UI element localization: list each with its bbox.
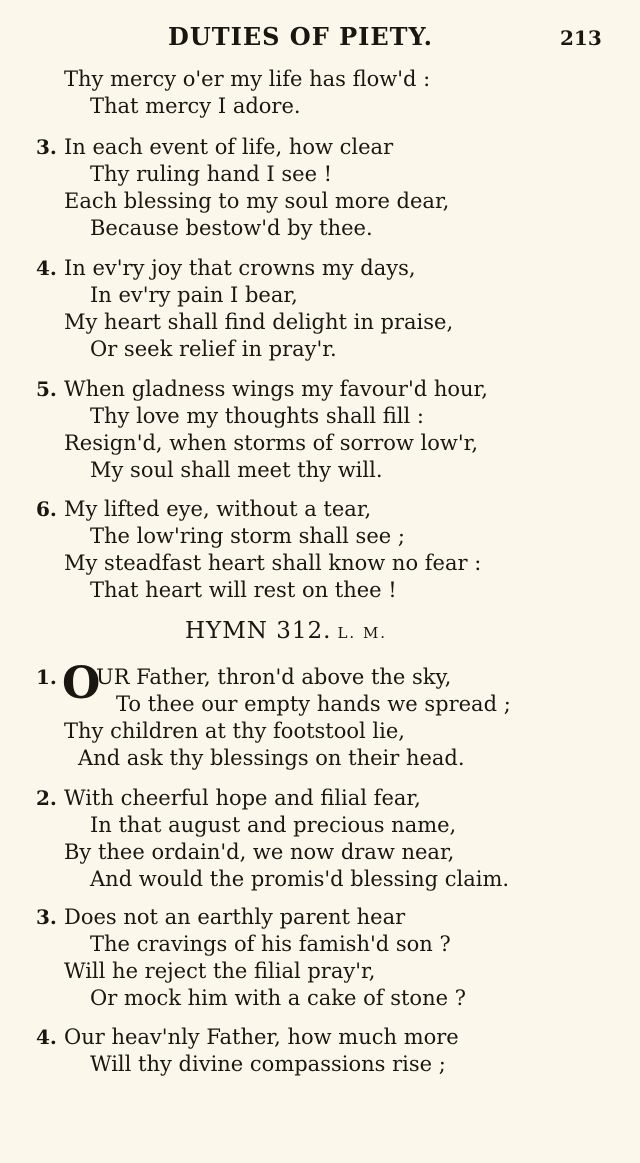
verse-line: By thee ordain'd, we now draw near, xyxy=(64,840,455,864)
verse-line: Our heav'nly Father, how much more xyxy=(64,1025,459,1049)
verse-line: Thy love my thoughts shall fill : xyxy=(90,404,424,428)
verse-line: My lifted eye, without a tear, xyxy=(64,497,372,521)
verse-line: Will thy divine compassions rise ; xyxy=(90,1052,446,1076)
verse-line: Or seek relief in pray'r. xyxy=(90,337,337,361)
verse-line: Because bestow'd by thee. xyxy=(90,216,373,240)
stanza-number: 5. xyxy=(36,377,57,401)
verse-line: Resign'd, when storms of sorrow low'r, xyxy=(64,431,479,455)
verse-line: Will he reject the filial pray'r, xyxy=(64,959,376,983)
hymn-meter: L. M. xyxy=(337,624,388,642)
verse-line: In ev'ry joy that crowns my days, xyxy=(64,256,416,280)
stanza-number: 4. xyxy=(36,256,57,280)
verse-line: Thy mercy o'er my life has flow'd : xyxy=(64,67,431,91)
verse-line: My soul shall meet thy will. xyxy=(90,458,383,482)
verse-line: And would the promis'd blessing claim. xyxy=(90,867,510,891)
page-number: 213 xyxy=(560,26,602,50)
verse-line: In that august and precious name, xyxy=(90,813,457,837)
verse-line: Thy children at thy footstool lie, xyxy=(64,719,405,743)
stanza-number: 2. xyxy=(36,786,57,810)
verse-line: In each event of life, how clear xyxy=(64,135,394,159)
verse-line: My steadfast heart shall know no fear : xyxy=(64,551,482,575)
stanza-number: 3. xyxy=(36,905,57,929)
verse-line: That heart will rest on thee ! xyxy=(90,578,397,602)
stanza-number: 4. xyxy=(36,1025,57,1049)
verse-line: Or mock him with a cake of stone ? xyxy=(90,986,466,1010)
verse-line: With cheerful hope and filial fear, xyxy=(64,786,421,810)
stanza-number: 6. xyxy=(36,497,57,521)
drop-cap: O xyxy=(62,658,101,709)
verse-line: The low'ring storm shall see ; xyxy=(90,524,405,548)
verse-line: When gladness wings my favour'd hour, xyxy=(64,377,488,401)
verse-line: In ev'ry pain I bear, xyxy=(90,283,298,307)
running-head xyxy=(0,22,640,56)
stanza-number: 1. xyxy=(36,665,57,689)
verse-line: That mercy I adore. xyxy=(90,94,301,118)
verse-line: The cravings of his famish'd son ? xyxy=(90,932,451,956)
running-title: DUTIES OF PIETY. xyxy=(168,22,433,51)
hymn-heading xyxy=(185,618,387,644)
hymn-title: HYMN 312. xyxy=(185,618,332,644)
verse-line: UR Father, thron'd above the sky, xyxy=(96,665,452,689)
verse-line: Thy ruling hand I see ! xyxy=(90,162,333,186)
stanza-number: 3. xyxy=(36,135,57,159)
verse-line: And ask thy blessings on their head. xyxy=(78,746,465,770)
verse-line: Does not an earthly parent hear xyxy=(64,905,406,929)
verse-line: To thee our empty hands we spread ; xyxy=(116,692,511,716)
verse-line: Each blessing to my soul more dear, xyxy=(64,189,450,213)
verse-line: My heart shall find delight in praise, xyxy=(64,310,454,334)
